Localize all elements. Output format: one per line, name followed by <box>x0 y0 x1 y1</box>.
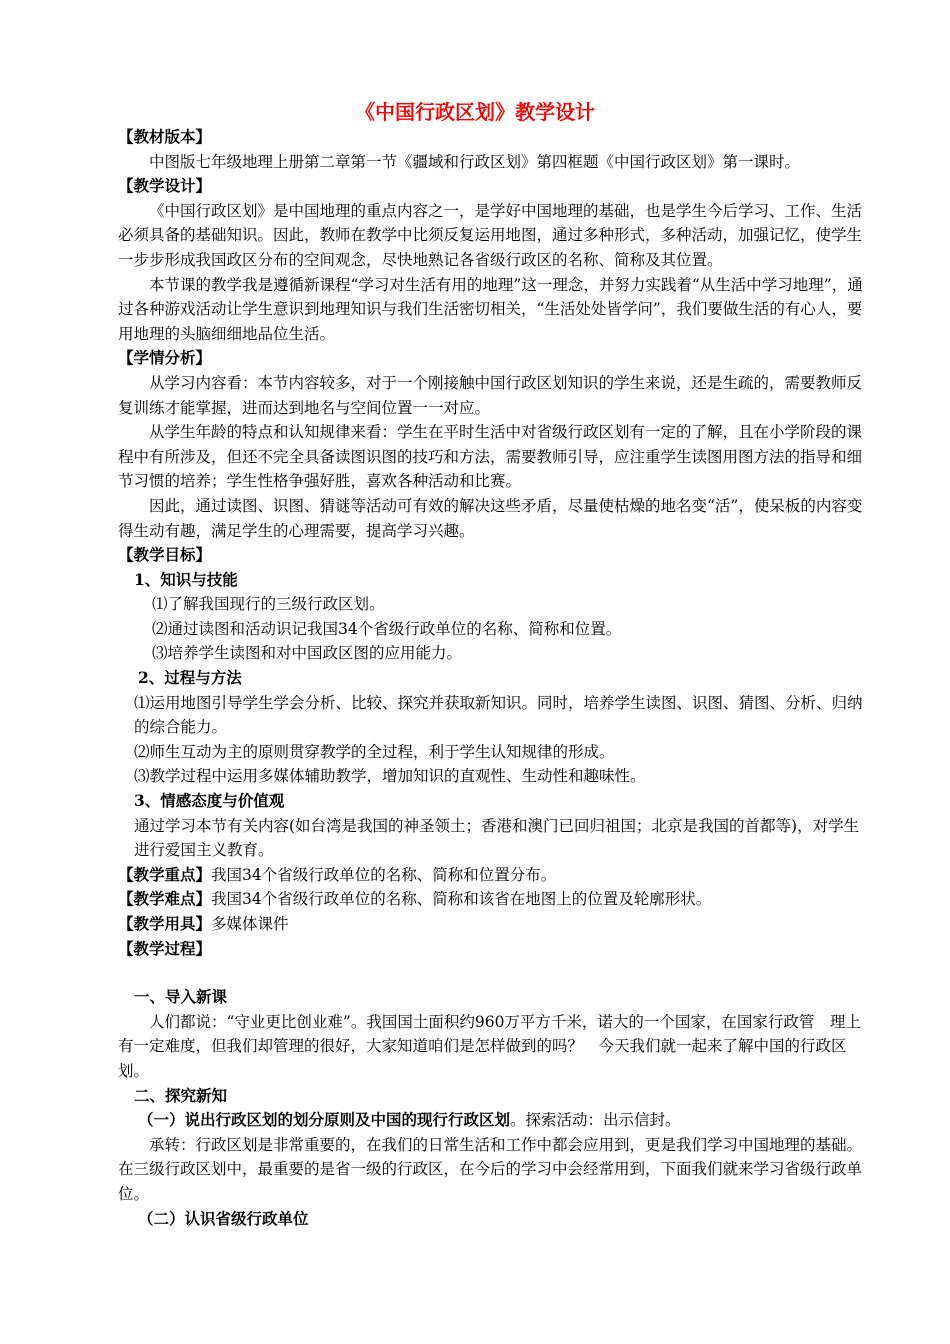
document-title: 《中国行政区划》教学设计 <box>355 100 595 124</box>
objective-3-text: 通过学习本节有关内容(如台湾是我国的神圣领土；香港和澳门已回归祖国；北京是我国的首都等)，对学生进行爱国主义教育。 <box>134 816 860 860</box>
key-points-line <box>118 863 863 888</box>
process-section-2-text: 承转：行政区划是非常重要的，在我们的日常生活和工作中都会应用到，更是我们学习中国地理的基础。在三级行政区划中，最重要的是省一级的行政区，在今后的学习中会经常用到，下面我们就来学习省级行政单位。 <box>118 1135 863 1203</box>
objective-group-2-title: 2、过程与方法 <box>138 668 242 688</box>
difficulties-text: 我国34个省级行政单位的名称、简称和该省在地图上的位置及轮廓形状。 <box>211 890 712 909</box>
objective-2-item-1: ⑴运用地图引导学生学会分析、比较、探究并获取新知识。同时，培养学生读图、识图、猜图、分析、归纳的综合能力。 <box>134 693 863 737</box>
objective-1-item-1: ⑴了解我国现行的三级行政区划。 <box>152 595 385 614</box>
document-body <box>118 125 863 1231</box>
heading-textbook-version: 【教材版本】 <box>118 127 212 146</box>
heading-teaching-process: 【教学过程】 <box>118 938 212 958</box>
objective-group-3-title: 3、情感态度与价值观 <box>134 791 285 811</box>
spacer <box>118 961 863 985</box>
teaching-aids-line <box>118 912 863 937</box>
heading-difficulties: 【教学难点】 <box>118 889 212 909</box>
learner-analysis-paragraph-1: 从学习内容看：本节内容较多，对于一个刚接触中国行政区划知识的学生来说，还是生疏的，需要教师反复训练才能掌握，进而达到地名与空间位置一一对应。 <box>118 373 863 417</box>
process-subsection-1-title: （一）说出行政区划的划分原则及中国的现行行政区划 <box>138 1110 511 1130</box>
process-subsection-1 <box>118 1108 863 1133</box>
teaching-design-paragraph-1: 《中国行政区划》是中国地理的重点内容之一，是学好中国地理的基础，也是学生今后学习、工作、生活必须具备的基础知识。因此，教师在教学中比须反复运用地图，通过多种形式，多种活动，加强记忆，使学生一步步形成我国政区分布的空间观念，尽快地熟记各省级行政区的名称、简称及其位置。 <box>118 201 863 269</box>
teaching-aids-text: 多媒体课件 <box>211 915 289 933</box>
textbook-version-text: 中图版七年级地理上册第二章第一节《疆域和行政区划》第四框题《中国行政区划》第一课时。 <box>149 152 801 171</box>
objective-1-item-2: ⑵通过读图和活动识记我国34个省级行政单位的名称、简称和位置。 <box>152 619 622 638</box>
heading-learner-analysis: 【学情分析】 <box>118 348 212 368</box>
process-section-1-text: 人们都说：“守业更比创业难”。我国国土面积约960万平方千米，诺大的一个国家，在国家行政管 理上有一定难度，但我们却管理的很好，大家知道咱们是怎样做到的吗？ 今天我们就一起来了解中国的行政区划。 <box>118 1012 861 1080</box>
process-section-1-title: 一、导入新课 <box>134 987 228 1007</box>
heading-teaching-objectives: 【教学目标】 <box>118 545 212 565</box>
teaching-design-paragraph-2: 本节课的教学我是遵循新课程“学习对生活有用的地理”这一理念，并努力实践着“从生活中学习地理”，通过各种游戏活动让学生意识到地理知识与我们生活密切相关，“生活处处皆学问”，我们要做生活的有心人，要用地理的头脑细细地品位生活。 <box>118 275 863 343</box>
heading-teaching-aids: 【教学用具】 <box>118 914 212 933</box>
learner-analysis-paragraph-2: 从学生年龄的特点和认知规律来看：学生在平时生活中对省级行政区划有一定的了解，且在小学阶段的课程中有所涉及，但还不完全具备读图识图的技巧和方法，需要教师引导，应注重学生读图用图方法的指导和细节习惯的培养；学生性格争强好胜，喜欢各种活动和比赛。 <box>118 423 863 491</box>
key-points-text: 我国34个省级行政单位的名称、简称和位置分布。 <box>211 865 557 884</box>
difficulties-line <box>118 887 863 912</box>
process-subsection-2-title: （二）认识省级行政单位 <box>138 1208 309 1228</box>
learner-analysis-paragraph-3: 因此，通过读图、识图、猜谜等活动可有效的解决这些矛盾，尽量使枯燥的地名变“活”，使呆板的内容变得生动有趣，满足学生的心理需要，提高学习兴趣。 <box>118 496 863 540</box>
objective-2-item-3: ⑶教学过程中运用多媒体辅助教学，增加知识的直观性、生动性和趣味性。 <box>134 767 646 786</box>
heading-teaching-design: 【教学设计】 <box>118 176 212 196</box>
objective-1-item-3: ⑶培养学生读图和对中国政区图的应用能力。 <box>152 644 463 663</box>
objective-group-1-title: 1、知识与技能 <box>134 569 238 589</box>
process-section-2-title: 二、探究新知 <box>134 1085 228 1105</box>
objective-2-item-2: ⑵师生互动为主的原则贯穿教学的全过程，利于学生认知规律的形成。 <box>134 742 615 761</box>
process-subsection-1-rest: 。探索活动：出示信封。 <box>510 1111 681 1130</box>
heading-key-points: 【教学重点】 <box>118 864 212 884</box>
